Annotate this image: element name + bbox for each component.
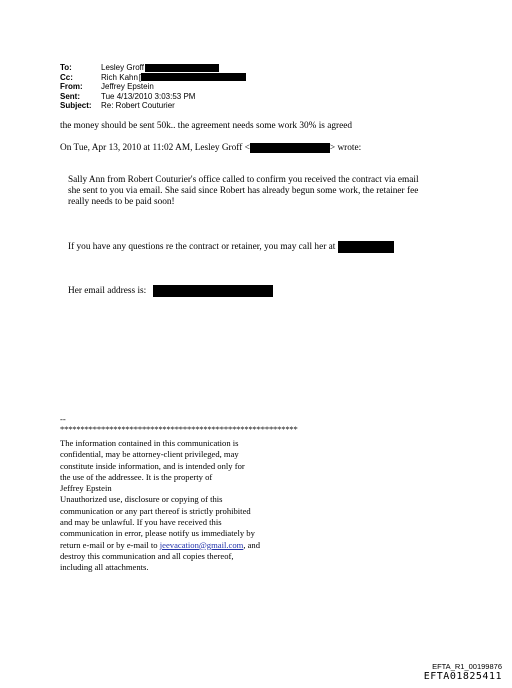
sent-label: Sent:	[60, 91, 80, 101]
disclaimer-line: communication or any part thereof is strictly prohibited	[60, 505, 251, 516]
redaction-box	[141, 73, 246, 81]
disclaimer-line: constitute inside information, and is intended only for	[60, 460, 245, 471]
quoted-line: she sent to you via email. She said since Robert has already begun some work, the retainer fee	[68, 186, 419, 196]
sent-value: Tue 4/13/2010 3:03:53 PM	[101, 91, 196, 101]
subject-value: Re: Robert Couturier	[101, 101, 175, 110]
cc-value: Rich Kahn[	[101, 73, 246, 83]
disclaimer-line: communication in error, please notify us immediately by	[60, 528, 255, 539]
disclaimer-line: confidential, may be attorney-client privileged, may	[60, 449, 239, 460]
quote-intro: On Tue, Apr 13, 2010 at 11:02 AM, Lesley Groff < > wrote:	[60, 143, 362, 154]
reply-text: the money should be sent 50k.. the agreement needs some work 30% is agreed	[60, 121, 352, 131]
disclaimer	[60, 438, 360, 574]
quoted-line: Sally Ann from Robert Couturier's office called to confirm you received the contract via email	[68, 175, 419, 185]
to-label: To:	[60, 63, 72, 72]
star-separator: **********************************************************	[60, 424, 298, 434]
bates-number-small: EFTA_R1_00199876	[432, 662, 502, 671]
subject-label: Subject:	[60, 101, 92, 110]
disclaimer-line: The information contained in this communication is	[60, 438, 239, 448]
quoted-paragraph-3: Her email address is:	[68, 285, 273, 297]
signature-dashes: --	[60, 414, 66, 424]
quoted-paragraph-1	[68, 175, 419, 208]
cc-label: Cc:	[60, 72, 73, 82]
redaction-box	[145, 64, 219, 72]
disclaimer-line: Unauthorized use, disclosure or copying of this	[60, 494, 223, 505]
redaction-box	[338, 241, 394, 253]
email-link[interactable]: jeevacation@gmail.com	[159, 539, 244, 550]
quoted-paragraph-2: If you have any questions re the contract or retainer, you may call her at	[68, 241, 394, 253]
disclaimer-line: return e-mail or by e-mail to jeevacation@gmail.com, and	[60, 539, 261, 550]
quoted-line: really needs to be paid soon!	[68, 197, 175, 207]
disclaimer-line: Jeffrey Epstein	[60, 483, 112, 494]
disclaimer-line: destroy this communication and all copies thereof,	[60, 550, 234, 561]
disclaimer-line: and may be unlawful. If you have received this	[60, 517, 222, 528]
to-value: Lesley Groff	[101, 63, 219, 73]
from-value: Jeffrey Epstein	[101, 82, 154, 91]
disclaimer-line: including all attachments.	[60, 562, 149, 573]
redaction-box	[153, 285, 273, 297]
from-label: From:	[60, 82, 83, 91]
bates-number-large: EFTA01825411	[423, 671, 502, 682]
disclaimer-line: the use of the addressee. It is the property of	[60, 471, 213, 482]
redaction-box	[250, 143, 330, 153]
